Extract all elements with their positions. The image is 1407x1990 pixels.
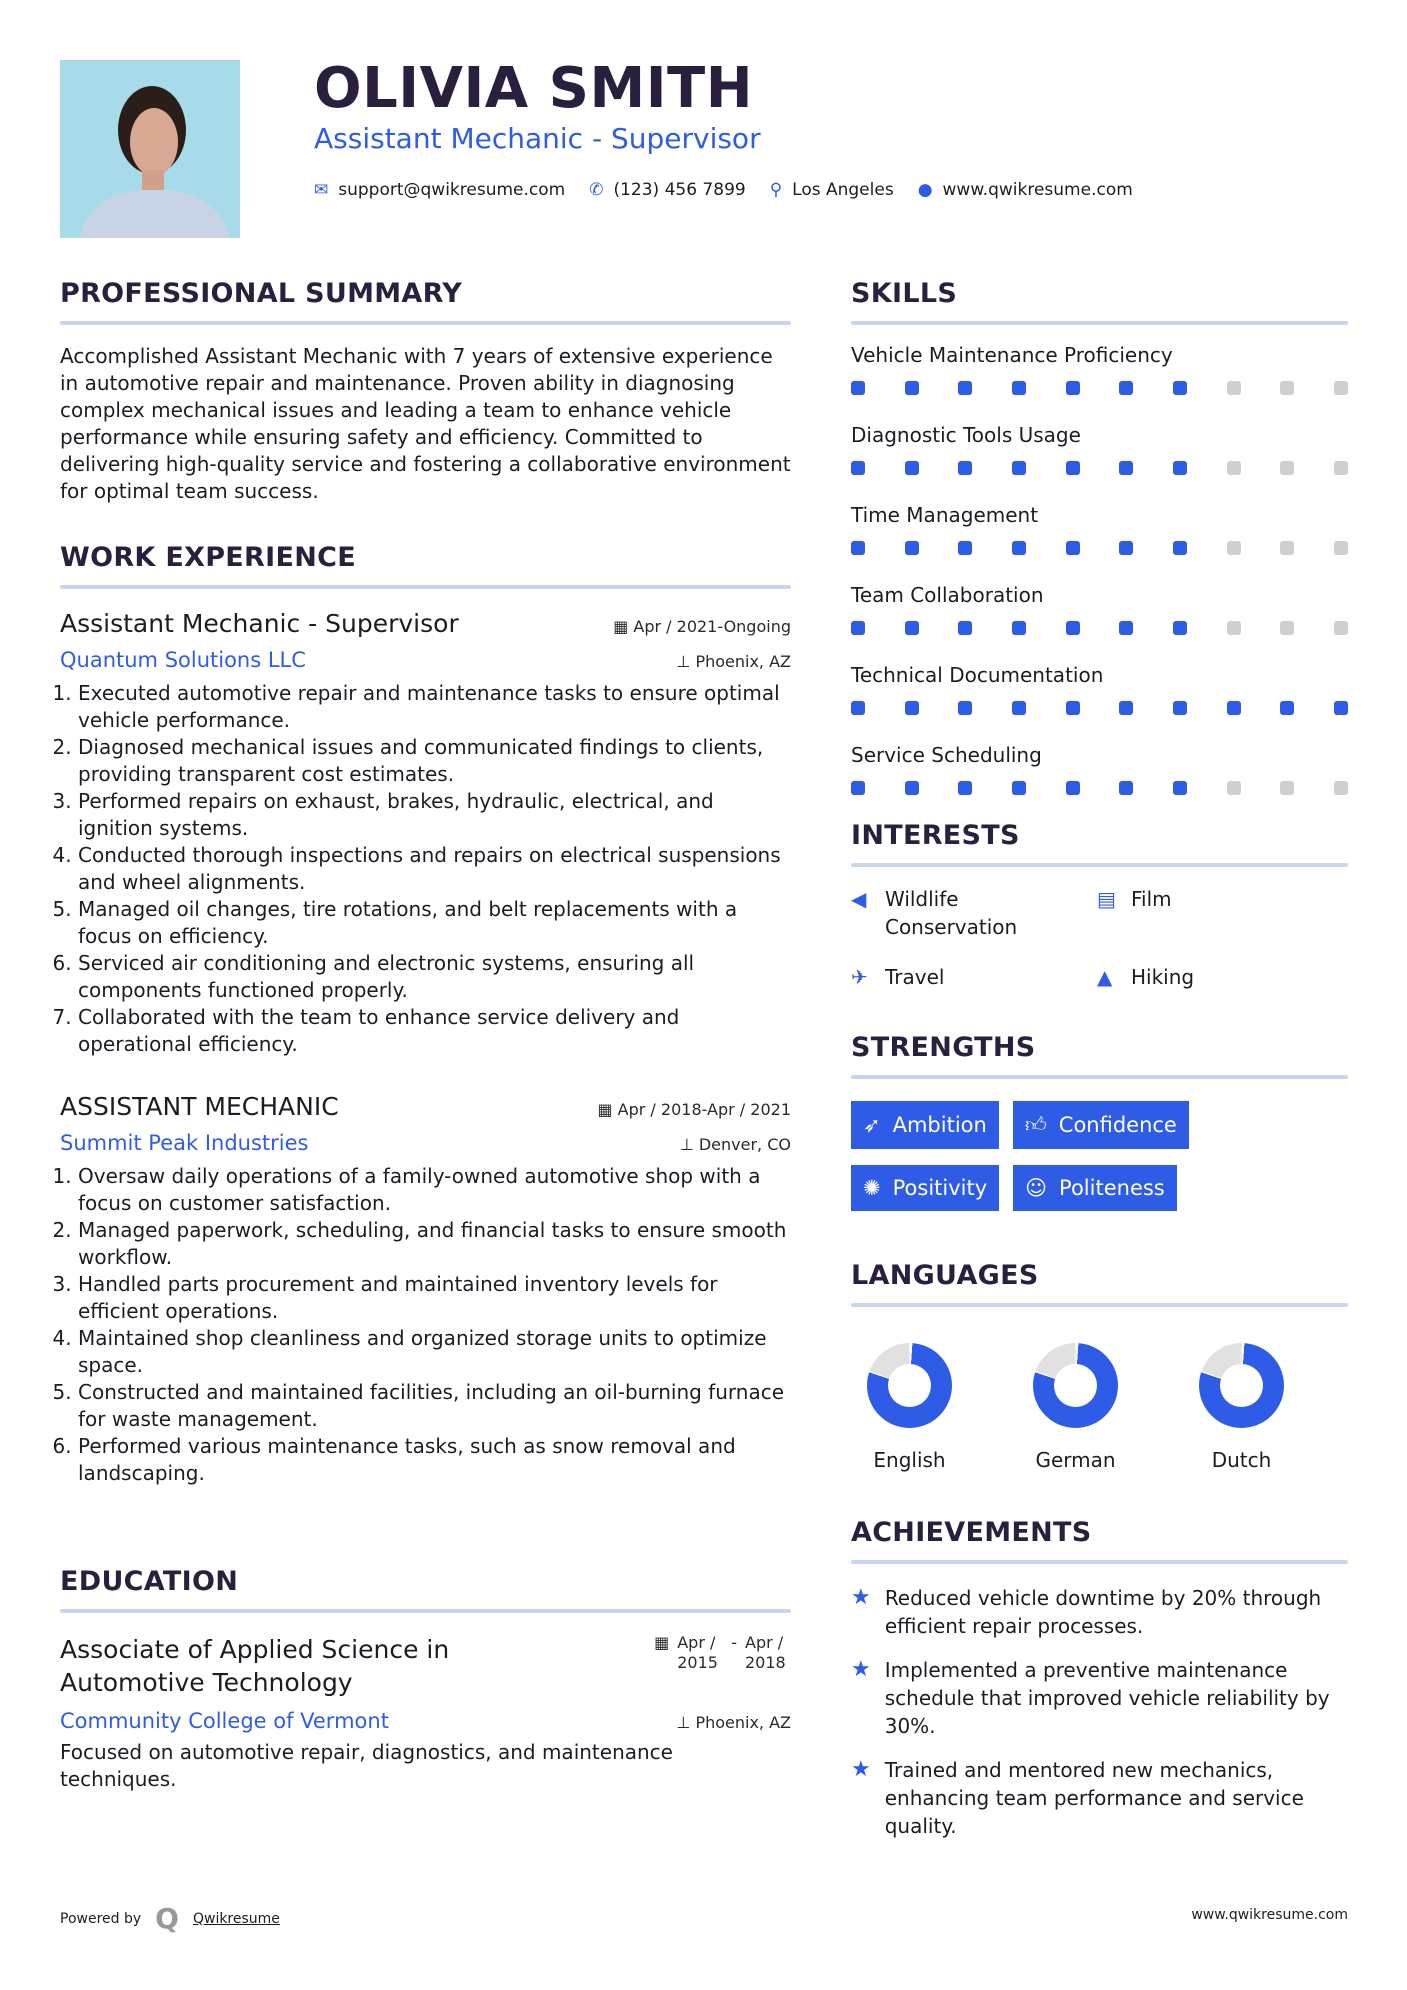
film-icon: ▤ [1097,887,1116,911]
edu-description: Focused on automotive repair, diagnostics, and maintenance techniques. [60,1740,673,1791]
skill-rating [851,701,1348,715]
list-item: 6. Performed various maintenance tasks, such as snow removal and landscaping. [78,1433,791,1487]
rating-dot-filled [1066,701,1080,715]
list-item: 2. Diagnosed mechanical issues and communicated findings to clients, providing transparent cost estimates. [78,734,791,788]
strength-tag: 👍︎ Confidence [1013,1101,1189,1149]
summary-text: Accomplished Assistant Mechanic with 7 years of extensive experience in automotive repair and maintenance. Proven ability in diagnosing complex mechanical issues and leading a team to enhance vehicle performance while ensuring safety and efficiency. Committed to delivering high-quality service and fostering a collaborative environment for optimal team success. [60,344,791,503]
job-title: ASSISTANT MECHANIC [60,1092,339,1121]
rating-dot-filled [1012,541,1026,555]
language-proficiency-donut [867,1343,952,1428]
contact-bar [314,180,1133,200]
rocket-icon: ➶ [863,1113,881,1137]
list-item: 6. Serviced air conditioning and electronic systems, ensuring all components functioned properly. [78,950,791,1004]
website-link[interactable]: www.qwikresume.com [942,180,1133,200]
divider [851,1303,1348,1307]
rating-dot-empty [1334,781,1348,795]
divider [851,1560,1348,1564]
calendar-icon: ▦ [654,1633,670,1652]
smile-icon: ☺ [1025,1176,1048,1200]
rating-dot-filled [958,461,972,475]
edu-start: Apr / 2015 [677,1633,718,1672]
rating-dot-filled [1227,701,1241,715]
list-item: 2. Managed paperwork, scheduling, and financial tasks to ensure smooth workflow. [78,1217,791,1271]
work-section [60,542,791,1487]
rating-dot-filled [851,701,865,715]
rating-dot-filled [1119,701,1133,715]
rating-dot-filled [905,781,919,795]
rating-dot-filled [1012,461,1026,475]
achievement-text: Trained and mentored new mechanics, enhancing team performance and service quality. [884,1758,1304,1838]
rating-dot-empty [1334,621,1348,635]
list-item: 5. Managed oil changes, tire rotations, and belt replacements with a focus on efficiency. [78,896,791,950]
rating-dot-filled [1119,781,1133,795]
rating-dot-filled [958,781,972,795]
list-item: 1. Executed automotive repair and maintenance tasks to ensure optimal vehicle performance. [78,680,791,734]
powered-by-label: Powered by [60,1910,142,1927]
language-name: German [1035,1448,1116,1472]
phone-icon: ✆ [589,180,604,200]
qwikresume-logo-icon: Q [155,1902,179,1935]
achievement-text: Implemented a preventive maintenance schedule that improved vehicle reliability by 30%. [884,1658,1330,1738]
interests-section [851,820,1348,991]
edu-location: Phoenix, AZ [695,1713,791,1732]
language-item [1199,1343,1284,1472]
rating-dot-filled [905,381,919,395]
strength-tag: ➶ Ambition [851,1101,999,1149]
location-text: Phoenix, AZ [695,652,791,671]
responsibility-list [60,680,791,1058]
list-item: 3. Performed repairs on exhaust, brakes, hydraulic, electrical, and ignition systems. [78,788,791,842]
rating-dot-filled [1119,621,1133,635]
edu-end: Apr / 2018 [745,1633,786,1672]
job-subheader [60,1131,791,1155]
rating-dot-filled [1173,701,1187,715]
divider [60,1609,791,1613]
divider [60,321,791,325]
language-name: English [873,1448,946,1472]
section-heading: PROFESSIONAL SUMMARY [60,278,463,309]
thumbs-up-icon: 👍︎ [1024,1113,1047,1137]
school-name: Community College of Vermont [60,1709,389,1733]
rating-dot-filled [1173,781,1187,795]
candidate-title: Assistant Mechanic - Supervisor [314,122,761,155]
phone-text: (123) 456 7899 [613,180,746,200]
rating-dot-filled [1119,461,1133,475]
rating-dot-empty [1280,781,1294,795]
list-item: 7. Collaborated with the team to enhance service delivery and operational efficiency. [78,1004,791,1058]
job-dates [613,617,791,636]
rating-dot-empty [1334,541,1348,555]
job-entry [60,1092,791,1487]
rating-dot-empty [1280,621,1294,635]
dates-text: Apr / 2018-Apr / 2021 [617,1100,791,1119]
language-item [867,1343,952,1472]
candidate-name: OLIVIA SMITH [314,56,754,121]
rating-dot-filled [1066,381,1080,395]
rating-dot-filled [1334,701,1348,715]
rating-dot-filled [1173,381,1187,395]
skill-rating [851,381,1348,395]
star-icon: ★ [851,1757,871,1782]
strengths-section [851,1032,1348,1211]
skill-rating [851,461,1348,475]
pin-icon: ⊥ [676,652,696,671]
section-heading: EDUCATION [60,1566,239,1597]
achievement-text: Reduced vehicle downtime by 20% through efficient repair processes. [884,1586,1322,1638]
skill-name: Diagnostic Tools Usage [851,423,1081,447]
languages-section [851,1260,1348,1472]
rating-dot-filled [1119,541,1133,555]
skill-name: Team Collaboration [851,583,1044,607]
interest-item: ◀ Wildlife Conservation [851,887,1018,939]
email-link[interactable]: support@qwikresume.com [338,180,566,200]
rating-dot-empty [1227,541,1241,555]
star-icon: ★ [851,1657,871,1682]
section-heading: WORK EXPERIENCE [60,542,356,573]
footer-powered [60,1902,280,1935]
rating-dot-filled [958,381,972,395]
interest-item: ✈ Travel [851,965,945,989]
list-item: 4. Maintained shop cleanliness and organized storage units to optimize space. [78,1325,791,1379]
section-heading: LANGUAGES [851,1260,1039,1291]
strength-tag: ✺ Positivity [851,1165,999,1211]
achievement-item [851,1584,1348,1640]
skills-section [851,278,1348,823]
rating-dot-empty [1280,381,1294,395]
skill-name: Technical Documentation [851,663,1104,687]
calendar-icon: ▦ [597,1100,618,1119]
rating-dot-filled [905,701,919,715]
pin-icon: ⊥ [676,1713,696,1732]
rating-dot-filled [1012,621,1026,635]
section-heading: STRENGTHS [851,1032,1036,1063]
location-text: Denver, CO [698,1135,791,1154]
skill-rating [851,541,1348,555]
rating-dot-filled [1173,541,1187,555]
rating-dot-filled [905,541,919,555]
rating-dot-filled [1012,701,1026,715]
section-heading: INTERESTS [851,820,1020,851]
rating-dot-filled [1173,461,1187,475]
education-section: EDUCATION Associate of Applied Science in Automotive Technology ▦ Apr / 2015 - Apr / 2018 Community College of Vermont ⊥ Phoenix, AZ Focused on automotive repair, diagnostics, and maintenance techniques. [60,1566,791,1791]
map-pin-icon: ⚲ [769,180,783,200]
dates-text: Apr / 2021-Ongoing [633,617,791,636]
rating-dot-empty [1280,461,1294,475]
rating-dot-filled [1012,381,1026,395]
divider [851,321,1348,325]
skill-name: Service Scheduling [851,743,1042,767]
rating-dot-filled [851,461,865,475]
company-name: Quantum Solutions LLC [60,648,306,672]
language-proficiency-donut [1033,1343,1118,1428]
interest-item: ▤ Film [1097,885,1347,941]
degree-title: Associate of Applied Science in Automotive Technology [60,1635,450,1697]
rating-dot-filled [1119,381,1133,395]
list-item: 3. Handled parts procurement and maintained inventory levels for efficient operations. [78,1271,791,1325]
rating-dot-filled [905,621,919,635]
language-proficiency-donut [1199,1343,1284,1428]
job-location [680,1135,791,1154]
rating-dot-filled [1066,781,1080,795]
calendar-icon: ▦ [613,617,634,636]
list-item: 4. Conducted thorough inspections and repairs on electrical suspensions and wheel alignments. [78,842,791,896]
rating-dot-filled [1173,621,1187,635]
divider [60,585,791,589]
rating-dot-empty [1227,781,1241,795]
job-subheader [60,648,791,672]
job-header [60,609,791,638]
job-dates [597,1100,791,1119]
language-item [1033,1343,1118,1472]
summary-section [60,278,791,505]
star-icon: ★ [851,1585,871,1610]
rating-dot-empty [1334,461,1348,475]
rating-dot-filled [905,461,919,475]
list-item: 5. Constructed and maintained facilities, including an oil-burning furnace for waste management. [78,1379,791,1433]
divider [851,1075,1348,1079]
profile-photo [60,60,240,238]
rating-dot-filled [1012,781,1026,795]
job-location [676,652,791,671]
rating-dot-empty [1227,381,1241,395]
job-entry [60,609,791,1058]
tree-icon: ▲ [1097,965,1113,989]
pin-icon: ⊥ [679,1135,699,1154]
footer-website[interactable]: www.qwikresume.com [1191,1907,1348,1923]
rating-dot-filled [851,541,865,555]
divider [851,863,1348,867]
achievements-section [851,1517,1348,1856]
sun-icon: ✺ [863,1176,881,1200]
rating-dot-filled [958,701,972,715]
rating-dot-empty [1280,541,1294,555]
company-name: Summit Peak Industries [60,1131,309,1155]
job-header [60,1092,791,1121]
rating-dot-empty [1227,621,1241,635]
section-heading: SKILLS [851,278,958,309]
rating-dot-filled [851,621,865,635]
skill-rating [851,781,1348,795]
skill-name: Time Management [851,503,1039,527]
rating-dot-filled [1280,701,1294,715]
achievement-item [851,1756,1348,1840]
location-text: Los Angeles [792,180,894,200]
brand-link[interactable]: Qwikresume [192,1910,280,1927]
rating-dot-empty [1227,461,1241,475]
rating-dot-filled [851,381,865,395]
rating-dot-filled [958,621,972,635]
responsibility-list [60,1163,791,1487]
rating-dot-filled [1066,461,1080,475]
bullhorn-icon: ◀ [851,887,867,911]
rating-dot-filled [958,541,972,555]
section-heading: ACHIEVEMENTS [851,1517,1092,1548]
interest-item: ▲ Hiking [1097,965,1195,989]
achievement-item [851,1656,1348,1740]
rating-dot-empty [1334,381,1348,395]
plane-icon: ✈ [851,965,868,989]
strength-tag: ☺ Politeness [1013,1165,1177,1211]
list-item: 1. Oversaw daily operations of a family-owned automotive shop with a focus on customer satisfaction. [78,1163,791,1217]
skill-name: Vehicle Maintenance Proficiency [851,343,1173,367]
envelope-icon: ✉ [314,180,329,200]
skill-rating [851,621,1348,635]
language-name: Dutch [1211,1448,1272,1472]
rating-dot-filled [1066,541,1080,555]
rating-dot-filled [1066,621,1080,635]
job-title: Assistant Mechanic - Supervisor [60,609,459,638]
globe-icon: ● [917,180,933,200]
rating-dot-filled [851,781,865,795]
